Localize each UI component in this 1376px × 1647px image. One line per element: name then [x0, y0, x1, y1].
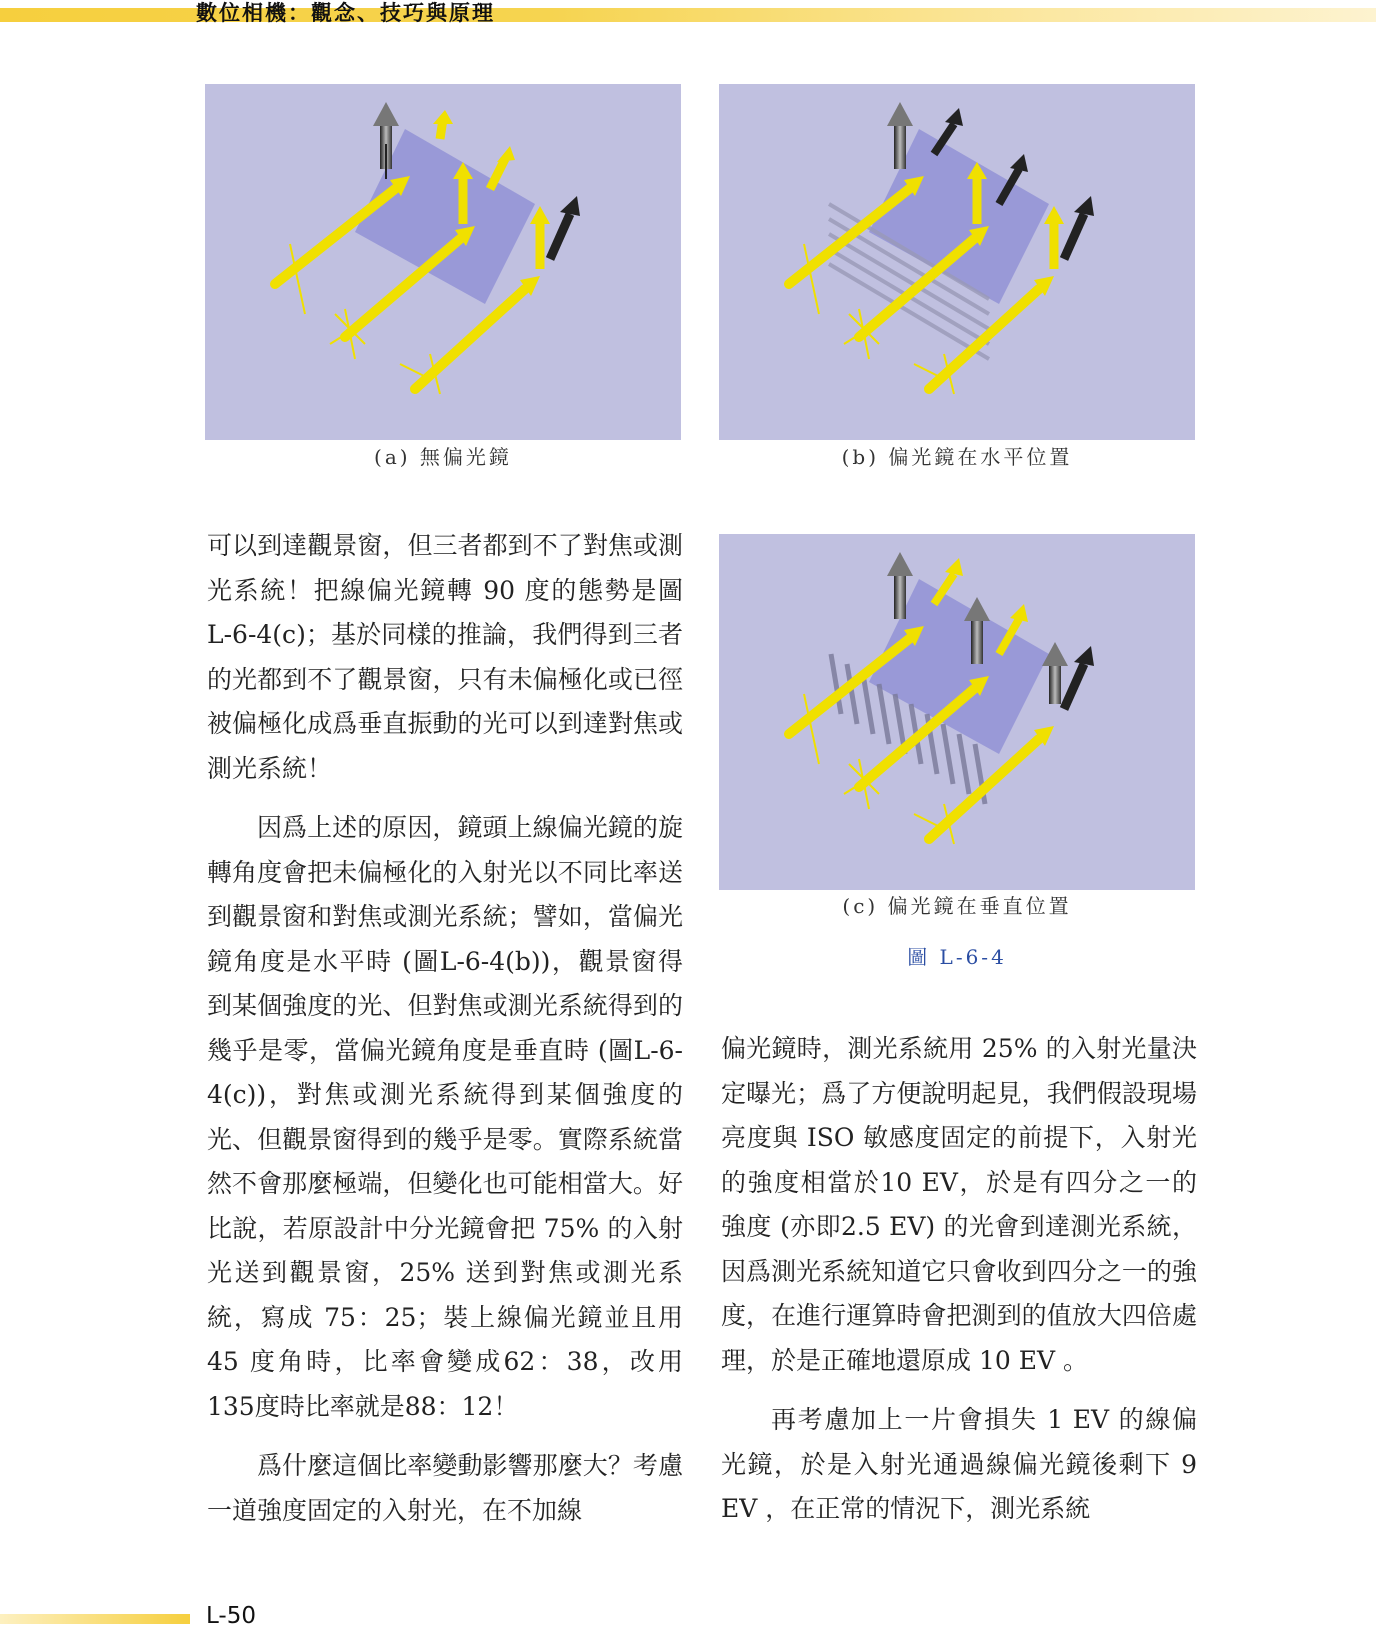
paragraph: 再考慮加上一片會損失 1 EV 的線偏光鏡，於是入射光通過線偏光鏡後剩下 9 EV ，在正常的情況下，測光系統	[721, 1405, 1197, 1523]
paragraph: 偏光鏡時，測光系統用 25% 的入射光量決定曝光；爲了方便說明起見，我們假設現場亮度與 ISO 敏感度固定的前提下，入射光的強度相當於10 EV，於是有四分之一的強度 (亦即2.5 EV) 的光會到達測光系統，因爲測光系統知道它只會收到四分之一的強度，在進行運算時會把測到的值放大四倍處理，於是正確地還原成 10 EV 。	[721, 1034, 1197, 1375]
figure-c-caption: (c) 偏光鏡在垂直位置	[842, 894, 1072, 918]
figure-b-horizontal-polarizer	[719, 84, 1195, 440]
right-text-column	[721, 1027, 1197, 1532]
left-text-column	[207, 524, 683, 1533]
paragraph: 爲什麼這個比率變動影響那麼大？考慮一道強度固定的入射光，在不加線	[207, 1451, 683, 1525]
paragraph: 可以到達觀景窗，但三者都到不了對焦或測光系統！把線偏光鏡轉 90 度的態勢是圖 L-6-4(c)；基於同樣的推論，我們得到三者的光都到不了觀景窗，只有未偏極化或已徑被偏極化成爲垂直振動的光可以到達對焦或測光系統！	[207, 531, 683, 783]
figure-label: 圖 L-6-4	[907, 945, 1007, 969]
paragraph: 因爲上述的原因，鏡頭上線偏光鏡的旋轉角度會把未偏極化的入射光以不同比率送到觀景窗和對焦或測光系統；譬如，當偏光鏡角度是水平時 (圖L-6-4(b))，觀景窗得到某個強度的光、但對焦或測光系統得到的幾乎是零，當偏光鏡角度是垂直時 (圖L-6-4(c))，對焦或測光系統得到某個強度的光、但觀景窗得到的幾乎是零。實際系統當然不會那麼極端，但變化也可能相當大。好比說，若原設計中分光鏡會把 75% 的入射光送到觀景窗，25% 送到對焦或測光系統，寫成 75：25；裝上線偏光鏡並且用 45 度角時，比率會變成62：38，改用135度時比率就是88：12！	[207, 813, 683, 1421]
page-number: L-50	[206, 1603, 256, 1629]
book-title: 數位相機：觀念、技巧與原理	[196, 1, 495, 25]
figure-a-caption: (a) 無偏光鏡	[374, 445, 512, 469]
figure-b-caption: (b) 偏光鏡在水平位置	[841, 445, 1073, 469]
figure-c-vertical-polarizer	[719, 534, 1195, 890]
figure-a-no-polarizer	[205, 84, 681, 440]
footer-accent-bar	[0, 1614, 190, 1624]
